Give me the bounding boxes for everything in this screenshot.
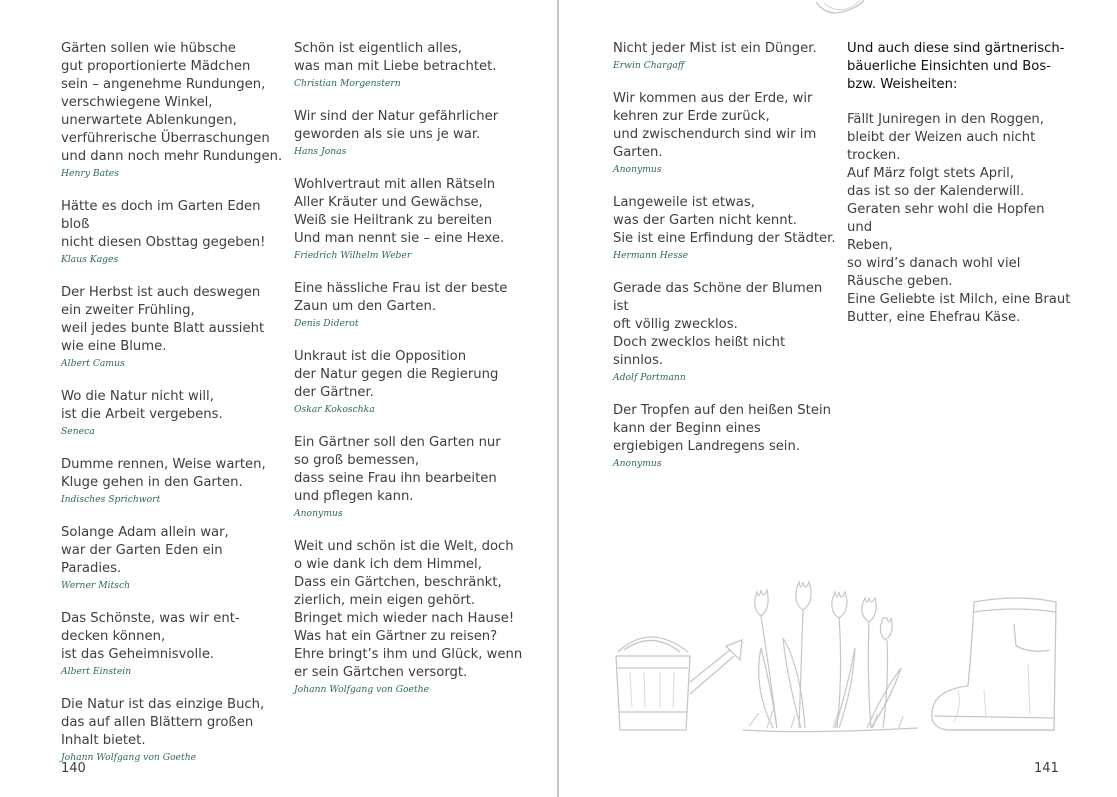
- quote-text: Wo die Natur nicht will, ist die Arbeit vergebens.: [61, 389, 223, 422]
- right-page-column-2: [847, 40, 1072, 327]
- quote-text: Hätte es doch im Garten Eden bloß nicht diesen Obsttag gegeben!: [61, 199, 266, 250]
- quote-text: Gerade das Schöne der Blumen ist oft völlig zwecklos. Doch zwecklos heißt nicht sinnlos.: [613, 281, 823, 368]
- quote-text: Wir sind der Natur gefährlicher geworden als sie uns je war.: [294, 109, 499, 142]
- quote-author: Henry Bates: [61, 168, 119, 179]
- quote-author: Johann Wolfgang von Goethe: [61, 752, 197, 763]
- quote-text: Wohlvertraut mit allen Rätseln Aller Kräuter und Gewächse, Weiß sie Heiltrank zu bereiten Und man nennt sie – eine Hexe.: [294, 177, 505, 246]
- quote-text: Weit und schön ist die Welt, doch o wie dank ich dem Himmel, Dass ein Gärtchen, beschränkt, zierlich, mein eigen gehört. Bringet mich wieder nach Hause! Was hat ein Gärtner zu reisen? Ehre bringt’s ihm und Glück, wenn er sein Gärtchen versorgt.: [294, 539, 523, 680]
- quote-text: Der Tropfen auf den heißen Stein kann der Beginn eines ergiebigen Landregens sein.: [613, 403, 831, 454]
- quote-text: Das Schönste, was wir ent- decken können, ist das Geheimnisvolle.: [61, 611, 240, 662]
- quote-author: Adolf Portmann: [613, 372, 686, 383]
- page-number-left: 140: [61, 761, 86, 776]
- quote-text: Solange Adam allein war, war der Garten Eden ein Paradies.: [61, 525, 229, 576]
- quote-text: Schön ist eigentlich alles, was man mit Liebe betrachtet.: [294, 41, 497, 74]
- left-col2-quote-7: [294, 538, 526, 697]
- quote-text: Ein Gärtner soll den Garten nur so groß bemessen, dass seine Frau ihn bearbeiten und pflegen kann.: [294, 435, 501, 504]
- quote-text: Dumme rennen, Weise warten, Kluge gehen in den Garten.: [61, 457, 266, 490]
- left-col1-quote-2: [61, 198, 286, 267]
- left-col1-quote-5: [61, 456, 286, 507]
- quote-author: Hans Jonas: [294, 146, 347, 157]
- proverbs-text: Fällt Juniregen in den Roggen, bleibt der Weizen auch nicht trocken. Auf März folgt stets April, das ist so der Kalenderwill. Geraten sehr wohl die Hopfen und Reben, so wird’s danach wohl viel Räusche geben. Eine Geliebte ist Milch, eine Braut Butter, eine Ehefrau Käse.: [847, 112, 1071, 325]
- right-page-column-1: [613, 40, 838, 488]
- left-col1-quote-6: [61, 524, 286, 593]
- quote-text: Die Natur ist das einzige Buch, das auf allen Blättern großen Inhalt bietet.: [61, 697, 265, 748]
- quote-author: Indisches Sprichwort: [61, 494, 161, 505]
- quote-text: Wir kommen aus der Erde, wir kehren zur Erde zurück, und zwischendurch sind wir im Garten.: [613, 91, 817, 160]
- left-col2-quote-3: [294, 176, 526, 263]
- left-col1-quote-8: [61, 696, 286, 765]
- left-page-column-2: [294, 40, 526, 714]
- quote-author: Albert Einstein: [61, 666, 132, 677]
- quote-author: Oskar Kokoschka: [294, 404, 375, 415]
- left-col1-quote-3: [61, 284, 286, 371]
- quote-author: Werner Mitsch: [61, 580, 131, 591]
- swirl-ornament-icon: [812, 0, 872, 18]
- left-page: [0, 0, 558, 797]
- left-col2-quote-6: [294, 434, 526, 521]
- quote-author: Klaus Kages: [61, 254, 119, 265]
- quote-author: Anonymus: [613, 164, 662, 175]
- quote-author: Erwin Chargaff: [613, 60, 685, 71]
- quote-text: Der Herbst ist auch deswegen ein zweiter Frühling, weil jedes bunte Blatt aussieht wie eine Blume.: [61, 285, 265, 354]
- quote-author: Albert Camus: [61, 358, 125, 369]
- right-col1-quote-5: [613, 402, 838, 471]
- quote-text: Unkraut ist die Opposition der Natur gegen die Regierung der Gärtner.: [294, 349, 499, 400]
- quote-author: Friedrich Wilhelm Weber: [294, 250, 412, 261]
- right-col1-quote-1: [613, 40, 838, 73]
- left-col2-quote-2: [294, 108, 526, 159]
- quote-text: Nicht jeder Mist ist ein Dünger.: [613, 41, 817, 56]
- watering-can-icon: [610, 612, 750, 737]
- left-col1-quote-7: [61, 610, 286, 679]
- right-col1-quote-4: [613, 280, 838, 385]
- quote-author: Anonymus: [613, 458, 662, 469]
- proverbs-heading: Und auch diese sind gärtnerisch- bäuerliche Einsichten und Bos- bzw. Weisheiten:: [847, 41, 1065, 92]
- quote-author: Denis Diderot: [294, 318, 359, 329]
- quote-text: Gärten sollen wie hübsche gut proportionierte Mädchen sein – angenehme Rundungen, verschwiegene Winkel, unerwartete Ablenkungen, verführerische Überraschungen und dann noch mehr Rundungen.: [61, 41, 283, 164]
- left-col2-quote-1: [294, 40, 526, 91]
- left-col1-quote-1: [61, 40, 286, 181]
- quote-author: Anonymus: [294, 508, 343, 519]
- tulips-icon: [743, 578, 918, 738]
- book-gutter: [557, 0, 559, 797]
- quote-author: Johann Wolfgang von Goethe: [294, 684, 430, 695]
- quote-author: Christian Morgenstern: [294, 78, 401, 89]
- left-col1-quote-4: [61, 388, 286, 439]
- left-col2-quote-4: [294, 280, 526, 331]
- page-number-right: 141: [1034, 761, 1059, 776]
- left-col2-quote-5: [294, 348, 526, 417]
- quote-author: Hermann Hesse: [613, 250, 689, 261]
- quote-text: Eine hässliche Frau ist der beste Zaun um den Garten.: [294, 281, 508, 314]
- left-page-column-1: [61, 40, 286, 782]
- quote-text: Langeweile ist etwas, was der Garten nicht kennt. Sie ist eine Erfindung der Städter.: [613, 195, 836, 246]
- right-col1-quote-2: [613, 90, 838, 177]
- quote-author: Seneca: [61, 426, 95, 437]
- rubber-boot-icon: [928, 594, 1063, 736]
- right-col1-quote-3: [613, 194, 838, 263]
- right-page: [560, 0, 1117, 797]
